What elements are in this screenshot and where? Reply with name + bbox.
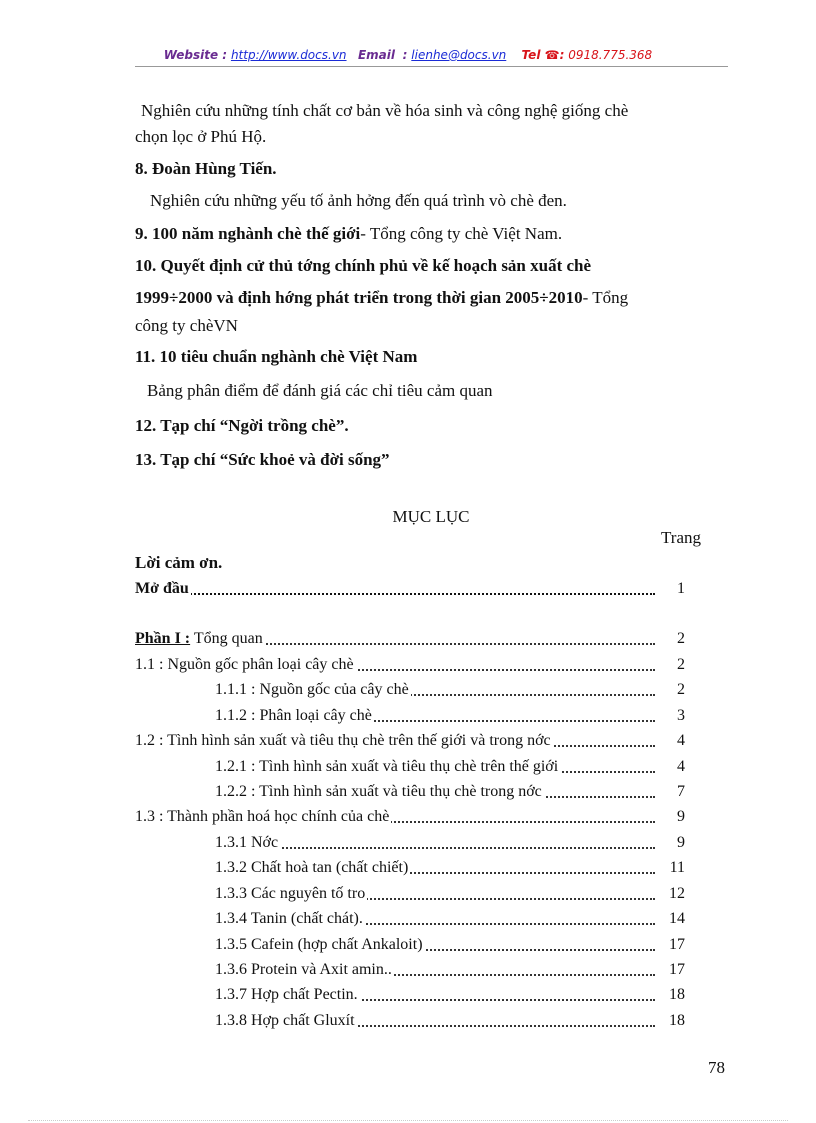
toc-entry-page: 4 [659,758,685,776]
toc-entry-label: 1.1.1 : Nguồn gốc của cây chè [215,681,409,698]
toc-entry-page: 2 [659,681,685,699]
toc-entry-page: 18 [659,1012,685,1030]
toc-entry[interactable] [135,656,685,676]
toc-entry-label: Mở đầu [135,580,189,597]
toc-entry-page: 1 [659,580,685,598]
toc-entry-label: 1.3.2 Chất hoà tan (chất chiết) [215,859,409,876]
toc-entry-label: 1.2 : Tình hình sản xuất và tiêu thụ chè trên thế giới và trong nớc [135,732,551,749]
ref-8-title: 8. Đoàn Hùng Tiến. [135,159,277,178]
ref-10-line-1: 10. Quyết định cử thủ tớng chính phủ về kế hoạch sản xuất chè [135,256,592,275]
toc-title: MỤC LỤC [392,507,470,526]
toc-entry[interactable] [135,1012,685,1032]
ref-9 [135,224,562,244]
toc-entry-page: 4 [659,732,685,750]
toc-entry-page: 14 [659,910,685,928]
toc-entry-label: 1.3.3 Các nguyên tố tro [215,885,366,902]
toc-entry[interactable] [135,707,685,727]
header-divider [135,66,728,67]
ref-7-line-1: Nghiên cứu những tính chất cơ bản về hóa sinh và công nghệ giống chè [141,101,629,120]
toc-entry[interactable] [135,681,685,701]
toc-entry[interactable] [135,783,685,803]
toc-entry-mo-dau[interactable] [135,580,685,600]
ref-10-line-2-bold: 1999÷2000 và định hớng phát triển trong thời gian 2005÷2010 [135,288,583,307]
ref-7-line-2: chọn lọc ở Phú Hộ. [135,127,267,146]
toc-entry-label: 1.2.2 : Tình hình sản xuất và tiêu thụ chè trong nớc [215,783,542,800]
toc-entry-label: 1.3.6 Protein và Axit amin.. [215,961,392,978]
toc-entry-label [135,630,265,648]
website-label: Website : [163,48,228,62]
toc-loi-cam-on: Lời cảm ơn. [135,553,223,572]
page-number: 78 [708,1058,725,1077]
toc-entry-page: 18 [659,986,685,1004]
toc-entry-label: 1.1 : Nguồn gốc phân loại cây chè [135,656,354,673]
toc-entry-page: 11 [659,859,685,877]
toc-entry-page: 9 [659,834,685,852]
website-link[interactable]: http://www.docs.vn [230,48,347,62]
page-header [0,48,816,62]
email-link[interactable]: lienhe@docs.vn [411,48,507,62]
toc-entry-page: 9 [659,808,685,826]
footer-divider [28,1120,788,1121]
toc-entry-label: 1.2.1 : Tình hình sản xuất và tiêu thụ chè trên thế giới [215,758,559,775]
toc-entry-page: 17 [659,936,685,954]
tel-number: 0918.775.368 [568,48,653,62]
toc-entry[interactable] [135,986,685,1006]
tel-label: Tel ☎: [521,48,565,62]
toc-entry-page: 3 [659,707,685,725]
toc-page-column-label: Trang [661,528,701,547]
toc-entry[interactable] [135,732,685,752]
toc-entry[interactable] [135,758,685,778]
toc-entry[interactable] [135,834,685,854]
toc-part-title: Tổng quan [190,630,263,647]
email-label: Email [357,48,396,62]
toc-entry-label: 1.3.1 Nớc [215,834,279,851]
toc-entry-label: 1.3.5 Cafein (hợp chất Ankaloit) [215,936,423,953]
toc-entry[interactable] [135,961,685,981]
toc-entry-label: 1.3 : Thành phần hoá học chính của chè [135,808,390,825]
ref-8-desc: Nghiên cứu những yếu tố ảnh hởng đến quá trình vò chè đen. [150,191,567,210]
ref-10-line-3: công ty chèVN [135,316,238,335]
toc-entry[interactable] [135,936,685,956]
toc-leader-dots [215,847,655,849]
ref-13-title: 13. Tạp chí “Sức khoẻ và đời sống” [135,450,390,469]
toc-entry-page: 7 [659,783,685,801]
toc-entry-label: 1.1.2 : Phân loại cây chè [215,707,372,724]
ref-12-title: 12. Tạp chí “Ngời trồng chè”. [135,416,349,435]
ref-9-rest: - Tổng công ty chè Việt Nam. [360,224,563,243]
toc-entry[interactable] [135,910,685,930]
ref-11-desc: Bảng phân điểm để đánh giá các chỉ tiêu cảm quan [147,381,493,400]
toc-entry[interactable] [135,808,685,828]
ref-10-line-2 [135,288,628,308]
email-separator: : [402,48,408,62]
toc-entry-page: 2 [659,630,685,648]
toc-entry-label: 1.3.4 Tanin (chất chát). [215,910,363,927]
toc-entry-page: 2 [659,656,685,674]
ref-10-line-2-rest: - Tổng [582,288,629,307]
toc-entry-label: 1.3.7 Hợp chất Pectin. [215,986,358,1003]
toc-entry-page: 12 [659,885,685,903]
toc-entry-page: 17 [659,961,685,979]
toc-entry-label: 1.3.8 Hợp chất Gluxít [215,1012,355,1029]
toc-entry[interactable] [135,859,685,879]
ref-11-title: 11. 10 tiêu chuẩn nghành chè Việt Nam [135,347,418,366]
toc-leader-dots [135,593,655,595]
ref-9-title: 9. 100 năm nghành chè thế giới [135,224,361,243]
toc-part-label: Phần I : [135,630,191,647]
toc-entry[interactable] [135,885,685,905]
toc-entry-phan-1[interactable] [135,630,685,650]
